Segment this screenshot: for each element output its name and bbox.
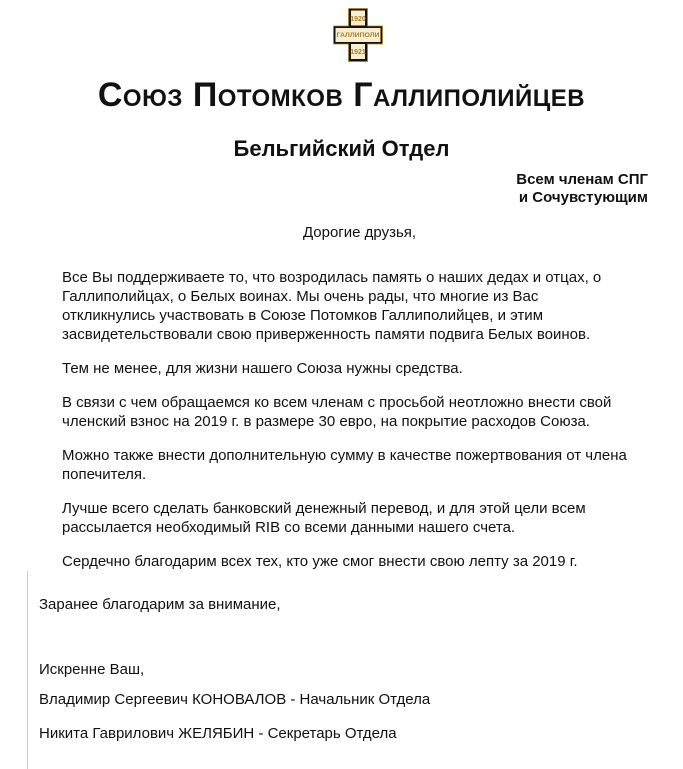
closing-section: [27, 571, 683, 769]
organization-title: СОЮЗ ПОТОМКОВ ГАЛЛИПОЛИЙЦЕВ: [97, 76, 586, 114]
paragraph-2: Тем не менее, для жизни нашего Союза нужны средства.: [62, 360, 463, 377]
emblem-row: [16, 8, 683, 62]
paragraph-1: Все Вы поддерживаете то, что возродилась память о наших дедах и отцах, о Галлиполийцах, о Белых воинах. Мы очень рады, что многие из Вас откликнулись участвовать в Союзе Потомков Галлиполийцев, и этим засвидетельствовали свою приверженность памяти подвига Белых воинов.: [62, 269, 602, 343]
signature-line-2: Никита Гаврилович ЖЕЛЯБИН - Секретарь Отдела: [39, 725, 397, 742]
addressee-block: [0, 171, 648, 207]
salutation: Дорогие друзья,: [302, 224, 417, 241]
signature-line-1: Владимир Сергеевич КОНОВАЛОВ - Начальник Отдела: [39, 691, 431, 708]
paragraph-6: Сердечно благодарим всех тех, кто уже смог внести свою лепту за 2019 г.: [62, 553, 578, 570]
department-title: Бельгийский Отдел: [233, 136, 450, 161]
paragraph-3: В связи с чем обращаемся ко всем членам с просьбой неотложно внести свой членский взнос на 2019 г. в размере 30 евро, на покрытие расходов Союза.: [62, 394, 612, 430]
gallipoli-cross-icon: [333, 8, 383, 62]
letter-body: [62, 268, 633, 571]
emblem-middle-text: ГАЛЛИПОЛИ: [336, 32, 380, 39]
paragraph-5: Лучше всего сделать банковский денежный перевод, и для этой цели всем рассылается необходимый RIB со всеми данными нашего счета.: [62, 500, 586, 536]
addressee-line-2: и Сочувстующим: [518, 189, 648, 206]
addressee-line-1: Всем членам СПГ: [516, 171, 648, 188]
emblem-top-year: 1920: [349, 16, 366, 23]
paragraph-4: Можно также внести дополнительную сумму в качестве пожертвования от члена попечителя.: [62, 447, 627, 483]
closing-valediction: Искренне Ваш,: [39, 661, 145, 678]
emblem-bottom-year: 1921: [349, 49, 366, 56]
closing-thanks: Заранее благодарим за внимание,: [39, 596, 281, 613]
